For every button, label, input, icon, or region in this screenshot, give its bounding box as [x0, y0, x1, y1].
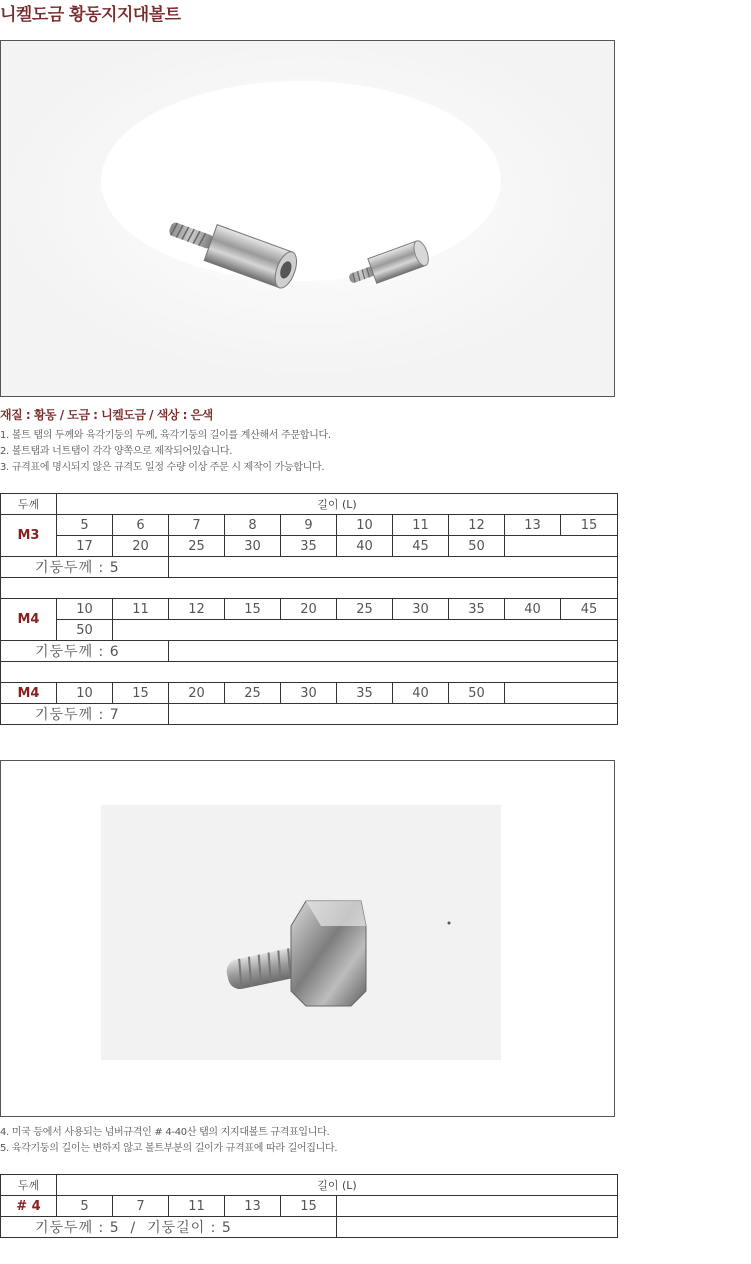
note-4: 4. 미국 등에서 사용되는 넘버규격인 # 4-40산 탭의 지지대볼트 규격표입니다. [0, 1127, 330, 1138]
pillar-thickness: 기둥두께 : 6 [1, 641, 169, 662]
model-m4: M4 [1, 599, 57, 641]
table-row [1, 1196, 618, 1217]
length-cell: 45 [561, 599, 618, 620]
empty-cell [169, 641, 618, 662]
pillar-row [1, 704, 618, 725]
table-row [1, 599, 618, 620]
notes-top [0, 428, 331, 476]
length-cell: 11 [169, 1196, 225, 1217]
length-cell: 30 [393, 599, 449, 620]
length-cell: 15 [281, 1196, 337, 1217]
table-row [1, 683, 618, 704]
length-cell: 12 [449, 515, 505, 536]
note-3: 3. 규격표에 명시되지 않은 규격도 일정 수량 이상 주문 시 제작이 가능합니다. [0, 462, 325, 473]
length-cell: 13 [505, 515, 561, 536]
length-cell: 50 [449, 536, 505, 557]
length-cell: 6 [113, 515, 169, 536]
length-cell: 15 [113, 683, 169, 704]
standoff-4-40-photo [0, 760, 615, 1117]
length-cell: 15 [561, 515, 618, 536]
pillar-row [1, 557, 618, 578]
empty-cell [337, 1217, 618, 1238]
spec-table-number [0, 1174, 618, 1238]
pillar-row [1, 641, 618, 662]
header-length: 길이 (L) [57, 494, 618, 515]
length-cell: 10 [337, 515, 393, 536]
header-thickness: 두께 [1, 494, 57, 515]
table-header-row [1, 494, 618, 515]
length-cell: 30 [225, 536, 281, 557]
spacer-cell [1, 662, 618, 683]
length-cell: 50 [57, 620, 113, 641]
length-cell: 35 [337, 683, 393, 704]
pillar-thickness: 기둥두께 : 5 [1, 557, 169, 578]
length-cell: 40 [393, 683, 449, 704]
length-cell: 7 [113, 1196, 169, 1217]
page-title: 니켈도금 황동지지대볼트 [0, 5, 181, 25]
notes-bottom [0, 1125, 337, 1157]
length-cell: 11 [393, 515, 449, 536]
pillar-thickness: 기둥두께 : 7 [1, 704, 169, 725]
empty-cell [169, 704, 618, 725]
length-cell: 12 [169, 599, 225, 620]
length-cell: 5 [57, 1196, 113, 1217]
length-cell: 11 [113, 599, 169, 620]
length-cell: 20 [113, 536, 169, 557]
note-5: 5. 육각기둥의 길이는 변하지 않고 볼트부분의 길이가 규격표에 따라 길어집니다. [0, 1143, 338, 1154]
length-cell: 5 [57, 515, 113, 536]
length-cell: 45 [393, 536, 449, 557]
length-cell: 30 [281, 683, 337, 704]
empty-cell [113, 620, 618, 641]
spec-table-metric [0, 493, 618, 725]
table-row [1, 620, 618, 641]
length-cell: 8 [225, 515, 281, 536]
empty-cell [505, 683, 618, 704]
length-cell: 25 [169, 536, 225, 557]
length-cell: 15 [225, 599, 281, 620]
length-cell: 17 [57, 536, 113, 557]
table-row [1, 536, 618, 557]
model-m3: M3 [1, 515, 57, 557]
length-cell: 50 [449, 683, 505, 704]
pillar-dimensions: 기둥두께 : 5 / 기둥길이 : 5 [1, 1217, 337, 1238]
length-cell: 7 [169, 515, 225, 536]
header-thickness: 두께 [1, 1175, 57, 1196]
spacer-cell [1, 578, 618, 599]
length-cell: 20 [169, 683, 225, 704]
length-cell: 40 [505, 599, 561, 620]
pillar-row [1, 1217, 618, 1238]
spacer-row [1, 578, 618, 599]
length-cell: 9 [281, 515, 337, 536]
length-cell: 10 [57, 599, 113, 620]
length-cell: 25 [337, 599, 393, 620]
empty-cell [337, 1196, 618, 1217]
header-length: 길이 (L) [57, 1175, 618, 1196]
model-m4: M4 [1, 683, 57, 704]
length-cell: 10 [57, 683, 113, 704]
length-cell: 13 [225, 1196, 281, 1217]
table-row [1, 515, 618, 536]
spacer-row [1, 662, 618, 683]
empty-cell [169, 557, 618, 578]
empty-cell [505, 536, 618, 557]
model-number-4: # 4 [1, 1196, 57, 1217]
note-1: 1. 볼트 탭의 두께와 육각기둥의 두께, 육각기둥의 길이를 계산해서 주문합니다. [0, 430, 331, 441]
length-cell: 35 [281, 536, 337, 557]
table-header-row [1, 1175, 618, 1196]
length-cell: 40 [337, 536, 393, 557]
note-2: 2. 볼트탭과 너트탭이 각각 양쪽으로 제작되어있습니다. [0, 446, 233, 457]
material-info: 재질 : 황동 / 도금 : 니켈도금 / 색상 : 은색 [0, 408, 213, 422]
length-cell: 20 [281, 599, 337, 620]
length-cell: 25 [225, 683, 281, 704]
standoff-pair-photo [0, 40, 615, 397]
length-cell: 35 [449, 599, 505, 620]
